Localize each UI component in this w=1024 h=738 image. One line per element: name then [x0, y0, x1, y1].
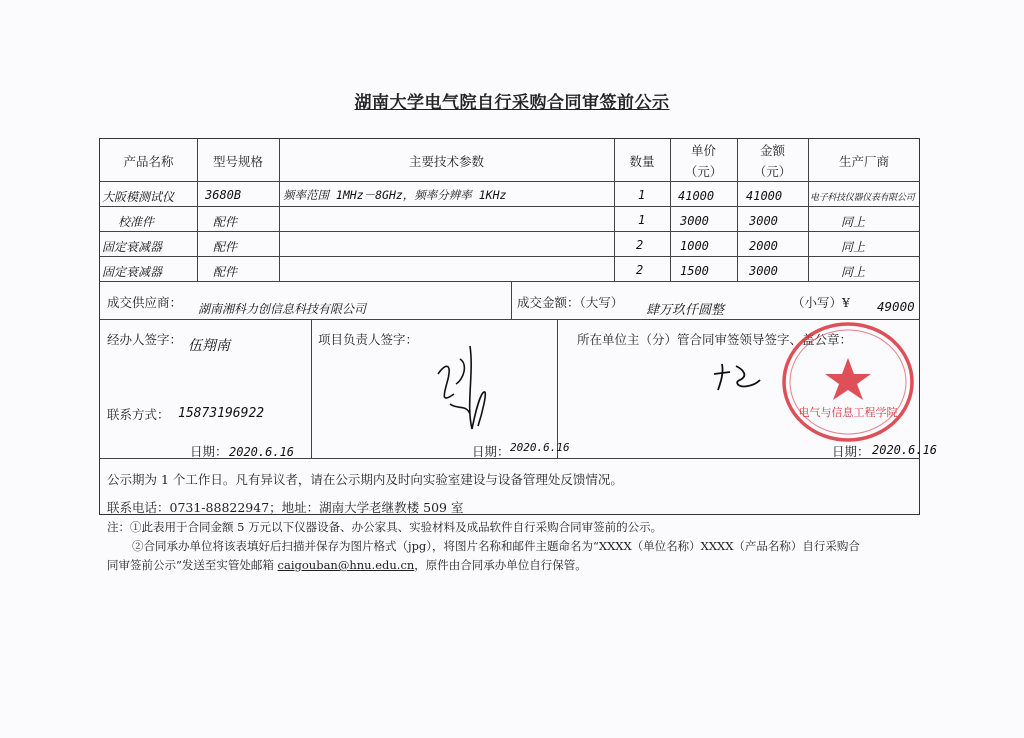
pm-signature-scribble [420, 334, 500, 444]
header-amount-unit: （元） [753, 164, 792, 179]
row3-product-name: 固定衰减器 [102, 240, 163, 254]
contact-label: 联系方式： [107, 407, 170, 422]
header-model: 型号规格 [212, 154, 263, 169]
row1-amount: 41000 [746, 189, 783, 203]
row1-qty: 1 [638, 188, 646, 202]
row1-params: 频率范围 1MHz－8GHz，频率分辨率 1KHz [283, 188, 507, 202]
deal-amount-small: 49000 [877, 299, 915, 314]
header-amount: 金额 [759, 143, 785, 158]
row3-qty: 2 [636, 238, 644, 252]
deal-amount-label: 成交金额：（大写） [517, 295, 624, 310]
row4-price: 1500 [680, 264, 709, 278]
email-link[interactable]: caigouban@hnu.edu.cn [277, 558, 415, 572]
row3-maker: 同上 [841, 240, 866, 254]
pm-label: 项目负责人签字： [318, 332, 419, 347]
stamp-text: 电气与信息工程学院 [798, 406, 898, 419]
row2-model: 配件 [213, 215, 238, 229]
row2-product-name: 校准件 [118, 215, 155, 229]
header-params: 主要技术参数 [408, 154, 484, 169]
footnote-3-suffix: ，原件由合同承办单位自行保管。 [414, 558, 587, 572]
col-divider [670, 139, 671, 281]
footnote-3-prefix: 同审签前公示”发送至实管处邮箱 [107, 558, 278, 572]
col-divider [557, 319, 558, 458]
footnote-3 [107, 557, 587, 573]
row2-qty: 1 [638, 213, 646, 227]
row4-product-name: 固定衰减器 [102, 265, 163, 279]
page-title: 湖南大学电气院自行采购合同审签前公示 [354, 93, 670, 113]
row1-maker: 电子科技仪器仪表有限公司 [810, 193, 915, 203]
row3-price: 1000 [680, 239, 709, 253]
header-product-name: 产品名称 [123, 154, 174, 169]
row-divider [100, 256, 920, 257]
supplier-label: 成交供应商： [107, 295, 183, 310]
row-divider [100, 181, 920, 182]
row-divider [100, 231, 920, 232]
date3-label: 日期： [832, 444, 870, 459]
row4-model: 配件 [213, 265, 238, 279]
footnote-2: ②合同承办单位将该表填好后扫描并保存为图片格式（jpg），将图片名称和邮件主题命名为“XXXX（单位名称）XXXX（产品名称）自行采购合 [132, 539, 860, 553]
handler-label: 经办人签字： [107, 332, 183, 347]
notice-contact: 联系电话：0731-88822947；地址：湖南大学老继教楼 509 室 [107, 500, 464, 515]
supplier-value: 湖南湘科力创信息科技有限公司 [198, 302, 367, 316]
date2-value: 2020.6.16 [510, 441, 570, 454]
official-seal-stamp [780, 318, 916, 446]
footnote-1: 注：①此表用于合同金额 5 万元以下仪器设备、办公家具、实验材料及成品软件自行采购合同审签前的公示。 [107, 520, 663, 534]
row1-price: 41000 [678, 189, 715, 203]
date1-label: 日期： [190, 444, 228, 459]
row2-maker: 同上 [841, 215, 866, 229]
row4-qty: 2 [636, 263, 644, 277]
row2-price: 3000 [680, 214, 709, 228]
notice-period: 公示期为 1 个工作日。凡有异议者，请在公示期内及时向实验室建设与设备管理处反馈情况。 [107, 472, 623, 487]
row1-product-name: 大阪模测试仪 [102, 190, 175, 204]
deal-amount-small-label: （小写）¥ [792, 295, 850, 310]
col-divider [311, 319, 312, 458]
leader-signature-scribble [708, 356, 768, 396]
row4-maker: 同上 [841, 265, 866, 279]
contact-value: 15873196922 [178, 406, 265, 421]
row3-model: 配件 [213, 240, 238, 254]
header-qty: 数量 [629, 154, 655, 169]
leader-label: 所在单位主（分）管合同审签领导签字、盖公章： [577, 332, 853, 347]
row4-amount: 3000 [749, 264, 778, 278]
handler-signature: 伍翔南 [188, 338, 230, 354]
header-manufacturer: 生产厂商 [838, 154, 889, 169]
header-unit-price: 单价 [690, 143, 716, 158]
header-unit-price-unit: （元） [684, 164, 723, 179]
date1-value: 2020.6.16 [229, 445, 295, 459]
row3-amount: 2000 [749, 239, 778, 253]
row-divider [100, 206, 920, 207]
col-divider [737, 139, 738, 281]
row-divider [100, 281, 920, 282]
row1-model: 3680B [205, 188, 242, 202]
deal-amount-upper: 肆万玖仟圆整 [646, 303, 725, 318]
col-divider [511, 281, 512, 319]
row2-amount: 3000 [749, 214, 778, 228]
date3-value: 2020.6.16 [872, 443, 938, 457]
date2-label: 日期： [472, 444, 510, 459]
